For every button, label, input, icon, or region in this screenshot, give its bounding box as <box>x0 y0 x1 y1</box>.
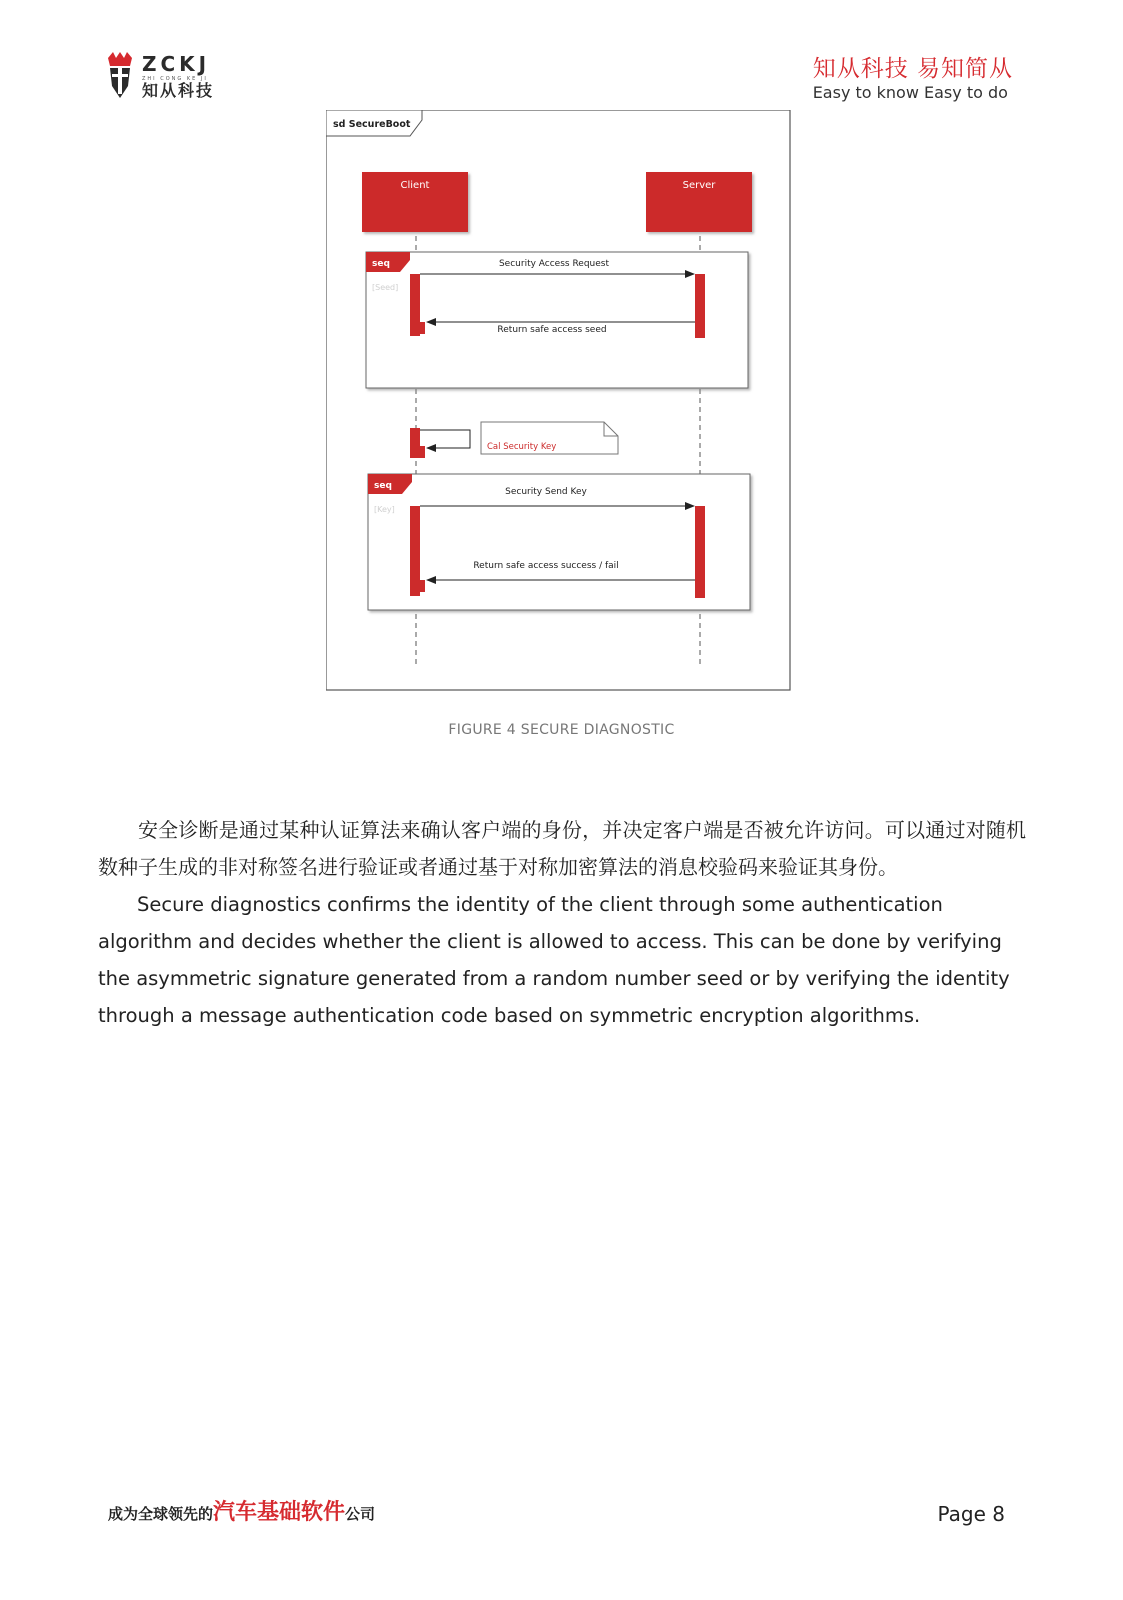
tagline-suffix: 公司 <box>345 1505 376 1523</box>
message-result-label: Return safe access success / fail <box>473 561 619 571</box>
fragment1-tag: seq <box>372 259 390 269</box>
fragment2-tag: seq <box>374 481 392 491</box>
slogan-english: Easy to know Easy to do <box>812 83 1008 102</box>
page-number: Page 8 <box>937 1502 1005 1526</box>
tagline-prefix: 成为全球领先的 <box>108 1505 214 1523</box>
footer-tagline <box>108 1498 375 1529</box>
server-label: Server <box>682 180 716 191</box>
frame-label: sd SecureBoot <box>333 119 411 130</box>
body-text <box>98 812 1026 1034</box>
figure-caption: FIGURE 4 SECURE DIAGNOSTIC <box>448 722 675 738</box>
message-return-seed-label: Return safe access seed <box>497 325 607 335</box>
slogan-chinese: 知从科技 易知简从 <box>812 56 1013 82</box>
header-slogan <box>813 56 1013 103</box>
fragment1-guard: [Seed] <box>372 283 399 292</box>
note-cal-key-label: Cal Security Key <box>487 442 557 452</box>
message-request-label: Security Access Request <box>498 259 610 269</box>
logo-chinese-text: 知从科技 <box>142 81 215 100</box>
message-send-key-label: Security Send Key <box>505 487 587 497</box>
logo-latin-text: ZCKJ <box>142 52 211 76</box>
logo-emblem-icon <box>106 52 134 98</box>
tagline-highlight: 汽车基础软件 <box>213 1500 346 1525</box>
seq-fragment-seed <box>366 252 748 388</box>
sequence-diagram <box>326 110 798 700</box>
client-label: Client <box>400 180 430 191</box>
paragraph-chinese: 安全诊断是通过某种认证算法来确认客户端的身份，并决定客户端是否被允许访问。可以通过对随机数种子生成的非对称签名进行验证或者通过基于对称加密算法的消息校验码来验证其身份。 <box>98 818 1026 879</box>
company-logo <box>106 52 246 100</box>
paragraph-english: Secure diagnostics confirms the identity of the client through some authentication algorithm and decides whether the client is allowed to access. This can be done by verifying the asymmetric signature generated from a random number seed or by verifying the identity through a message authentication code based on symmetric encryption algorithms. <box>98 893 1010 1027</box>
logo-pinyin-text: ZHI CONG KE JI <box>142 76 208 82</box>
server-activation <box>695 274 705 338</box>
fragment2-guard: [Key] <box>374 505 395 514</box>
